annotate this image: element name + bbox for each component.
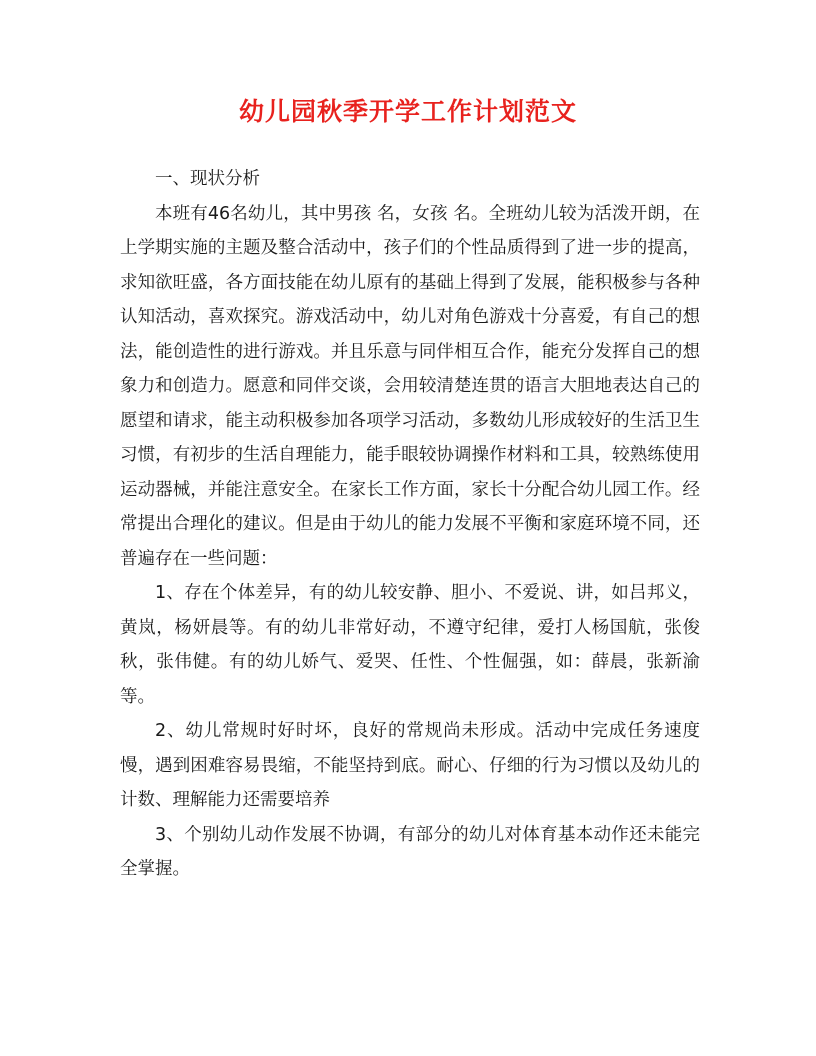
section-heading: 一、现状分析 <box>155 169 260 189</box>
paragraph-issue-1: 1、存在个体差异，有的幼儿较安静、胆小、不爱说、讲，如吕邦义，黄岚，杨妍晨等。有的幼儿非常好动，不遵守纪律，爱打人杨国航，张俊秋，张伟健。有的幼儿娇气、爱哭、任性、个性倔强，如：薛晨，张新渝等。 <box>120 583 700 707</box>
paragraph-issue-2: 2、幼儿常规时好时坏，良好的常规尚未形成。活动中完成任务速度慢，遇到困难容易畏缩，不能坚持到底。耐心、仔细的行为习惯以及幼儿的计数、理解能力还需要培养 <box>120 721 700 810</box>
paragraph-issue-3: 3、个别幼儿动作发展不协调，有部分的幼儿对体育基本动作还未能完全掌握。 <box>120 824 700 879</box>
document-title: 幼儿园秋季开学工作计划范文 <box>238 97 577 126</box>
document-body <box>120 162 700 887</box>
paragraph-status-analysis: 本班有46名幼儿，其中男孩 名，女孩 名。全班幼儿较为活泼开朗，在上学期实施的主题及整合活动中，孩子们的个性品质得到了进一步的提高，求知欲旺盛，各方面技能在幼儿原有的基础上得到了发展，能积极参与各种认知活动，喜欢探究。游戏活动中，幼儿对角色游戏十分喜爱，有自己的想法，能创造性的进行游戏。并且乐意与同伴相互合作，能充分发挥自己的想象力和创造力。愿意和同伴交谈，会用较清楚连贯的语言大胆地表达自己的愿望和请求，能主动积极参加各项学习活动，多数幼儿形成较好的生活卫生习惯，有初步的生活自理能力，能手眼较协调操作材料和工具，较熟练使用运动器械，并能注意安全。在家长工作方面，家长十分配合幼儿园工作。经常提出合理化的建议。但是由于幼儿的能力发展不平衡和家庭环境不同，还普遍存在一些问题： <box>120 203 700 569</box>
